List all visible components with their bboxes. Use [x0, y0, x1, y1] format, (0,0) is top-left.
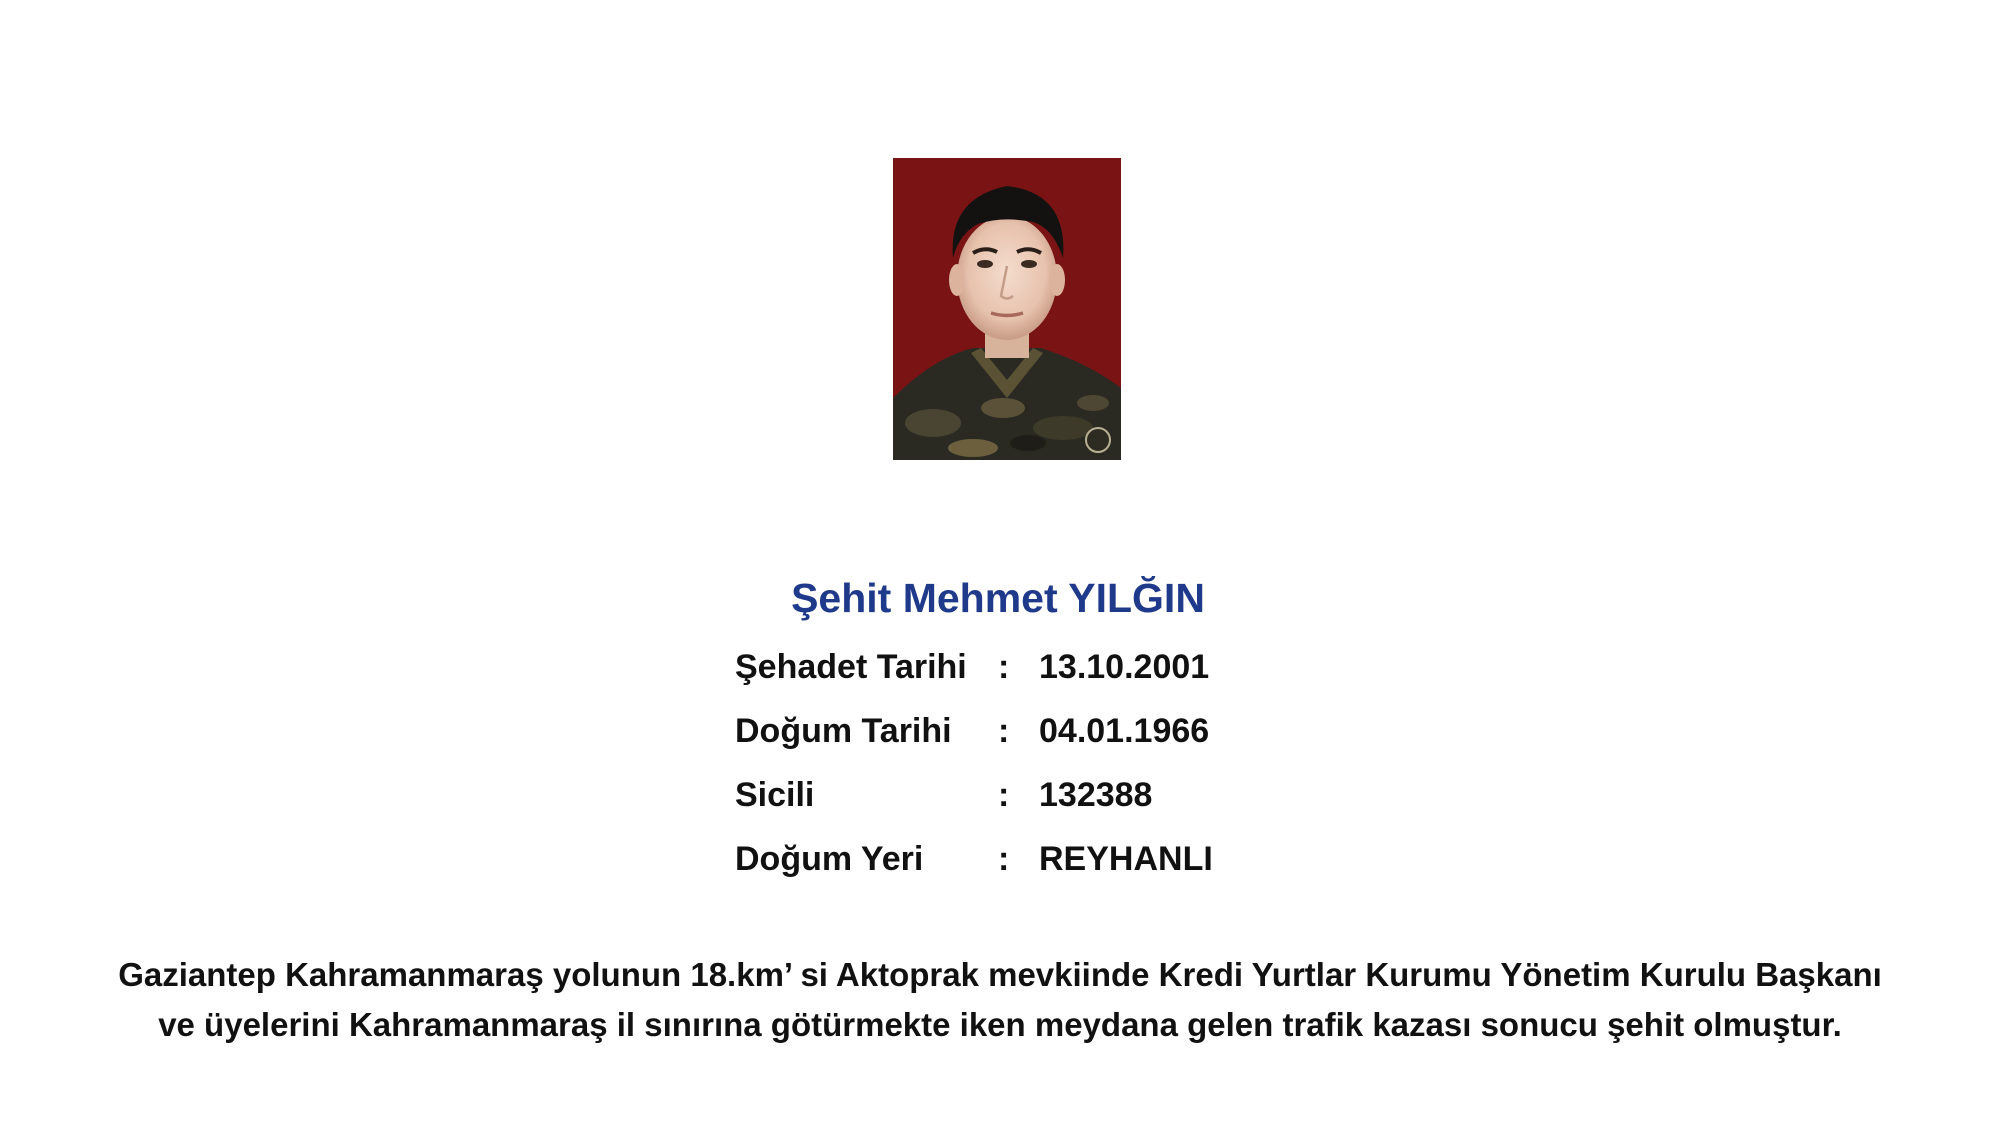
detail-row-martyrdom-date	[735, 648, 1295, 712]
description-line-2: ve üyelerini Kahramanmaraş il sınırına götürmekte iken meydana gelen trafik kazası sonucu şehit olmuştur.	[158, 1006, 1842, 1043]
detail-value: 13.10.2001	[1039, 648, 1210, 686]
detail-label: Doğum Tarihi	[735, 712, 952, 750]
detail-label: Sicili	[735, 776, 815, 814]
detail-row-birth-date	[735, 712, 1295, 776]
detail-value: 132388	[1039, 776, 1153, 814]
detail-separator: :	[998, 840, 1010, 878]
detail-separator: :	[998, 776, 1010, 814]
description-line-1: Gaziantep Kahramanmaraş yolunun 18.km’ si Aktoprak mevkiinde Kredi Yurtlar Kurumu Yönetim Kurulu Başkanı	[118, 956, 1882, 993]
detail-value: REYHANLI	[1039, 840, 1213, 878]
detail-row-registry	[735, 776, 1295, 840]
detail-value: 04.01.1966	[1039, 712, 1210, 750]
details-table	[735, 648, 1295, 904]
martyr-name-title	[0, 575, 2000, 622]
martyr-name-text: Şehit Mehmet YILĞIN	[791, 575, 1205, 621]
portrait-image	[893, 158, 1121, 460]
portrait-photo	[893, 158, 1121, 460]
detail-label: Şehadet Tarihi	[735, 648, 967, 686]
detail-separator: :	[998, 648, 1010, 686]
detail-separator: :	[998, 712, 1010, 750]
detail-label: Doğum Yeri	[735, 840, 924, 878]
incident-description	[60, 950, 1940, 1050]
detail-row-birth-place	[735, 840, 1295, 904]
